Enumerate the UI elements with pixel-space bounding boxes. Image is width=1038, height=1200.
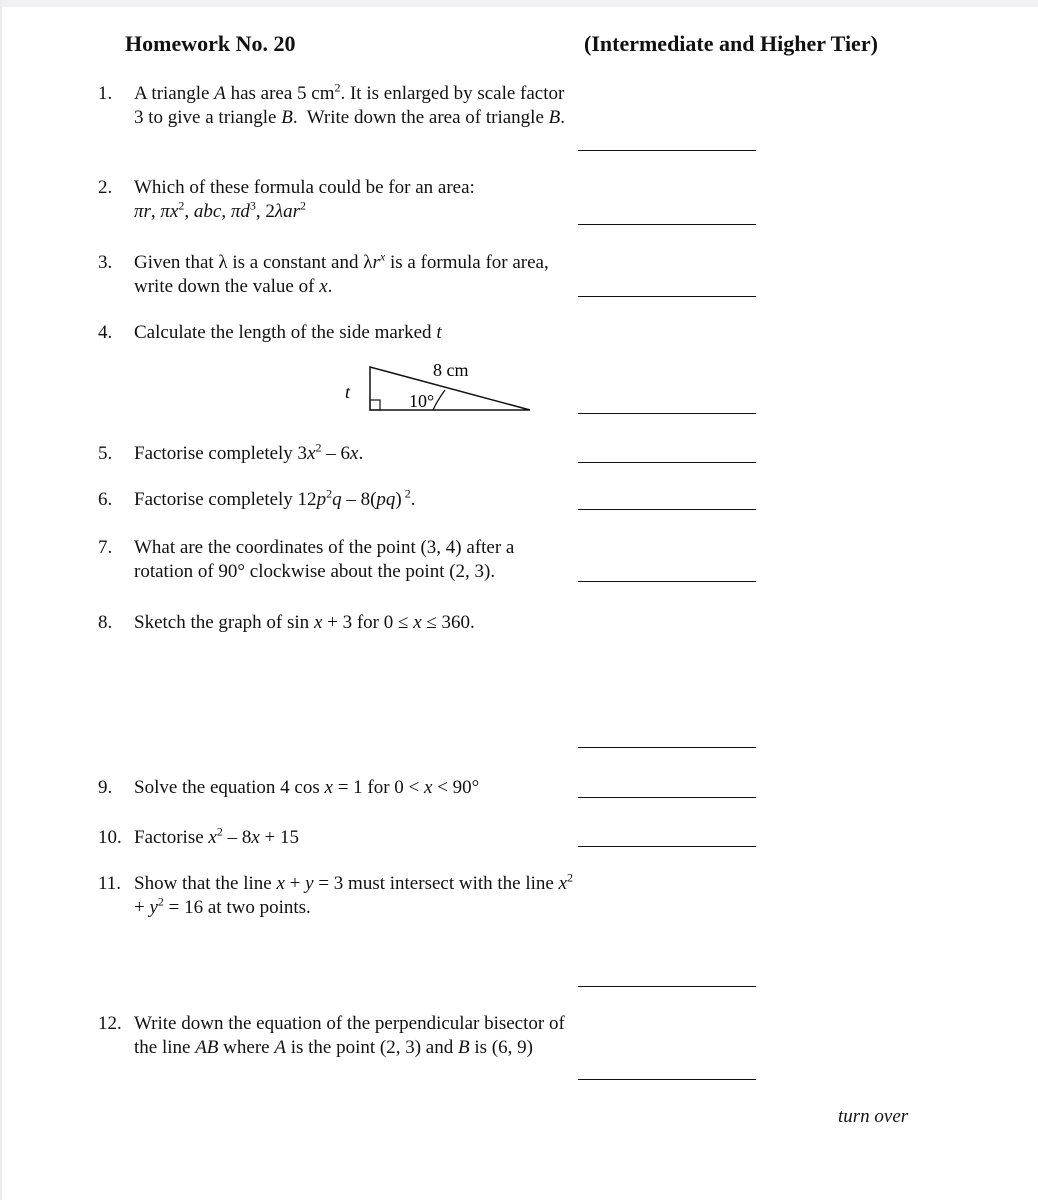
- question-text: Factorise $x^2 - 8x + 15$: [134, 824, 299, 848]
- question-text: Given that λ is a constant and $\lambda r^x$ is a formula for area, write down the value of x.: [134, 249, 549, 297]
- question-text: Calculate the length of the side marked t: [134, 322, 442, 343]
- question-text: Which of these formula could be for an area: πr, $\pi x^2$, abc, $\pi d^3$, 2λar$^2$: [134, 177, 475, 222]
- page-left-border: [0, 0, 2, 1200]
- homework-title: Homework No. 20: [125, 31, 296, 56]
- question-text: Solve the equation 4 cos x = 1 for 0 < x < 90°: [134, 777, 480, 798]
- answer-line-4[interactable]: [578, 413, 756, 414]
- angle-label: 10°: [409, 391, 435, 411]
- question-number: 6.: [98, 489, 113, 510]
- question-text: Factorise completely $12p^2q - 8(pq)$ $^2$.: [134, 486, 416, 510]
- question-number: 8.: [98, 612, 113, 633]
- question-text: Write down the equation of the perpendicular bisector of the line AB where A is the point (2, 3) and B is (6, 9): [134, 1013, 565, 1058]
- answer-line-6[interactable]: [578, 509, 756, 510]
- answer-line-12[interactable]: [578, 1079, 756, 1080]
- answer-line-8[interactable]: [578, 747, 756, 748]
- tier-label: (Intermediate and Higher Tier): [584, 31, 878, 56]
- turn-over-note: turn over: [838, 1106, 909, 1127]
- question-number: 11.: [98, 873, 122, 894]
- angle-arc: [433, 390, 445, 410]
- answer-line-10[interactable]: [578, 846, 756, 847]
- answer-line-9[interactable]: [578, 797, 756, 798]
- question-number: 7.: [98, 537, 113, 558]
- question-text: A triangle A has area 5 $cm^2$. It is enlarged by scale factor 3 to give a triangle B. Write down the area of triangle B.: [134, 80, 566, 128]
- right-triangle-diagram: [335, 355, 540, 415]
- answer-line-1[interactable]: [578, 150, 756, 151]
- question-text: Factorise completely $3x^2 - 6x$.: [134, 440, 364, 464]
- question-number: 9.: [98, 777, 113, 798]
- right-angle-marker: [370, 400, 380, 410]
- question-number: 3.: [98, 252, 113, 273]
- answer-line-2[interactable]: [578, 224, 756, 225]
- question-text: Show that the line x + y = 3 must intersect with the line $x^2 + y^2 = 16$ at two points.: [134, 870, 574, 918]
- answer-line-7[interactable]: [578, 581, 756, 582]
- answer-line-5[interactable]: [578, 462, 756, 463]
- question-number: 1.: [98, 83, 113, 104]
- question-number: 5.: [98, 443, 113, 464]
- question-text: Sketch the graph of sin x + 3 for 0 ≤ x ≤ 360.: [134, 612, 475, 633]
- question-number: 10.: [98, 827, 122, 848]
- question-text: What are the coordinates of the point (3, 4) after a rotation of 90° clockwise about the point (2, 3).: [134, 537, 515, 582]
- hypotenuse-label: 8 cm: [433, 360, 469, 380]
- page-top-border: [0, 0, 1038, 7]
- answer-line-3[interactable]: [578, 296, 756, 297]
- side-t-label: t: [345, 382, 351, 402]
- question-number: 12.: [98, 1013, 122, 1034]
- question-number: 4.: [98, 322, 113, 343]
- answer-line-11[interactable]: [578, 986, 756, 987]
- question-number: 2.: [98, 177, 113, 198]
